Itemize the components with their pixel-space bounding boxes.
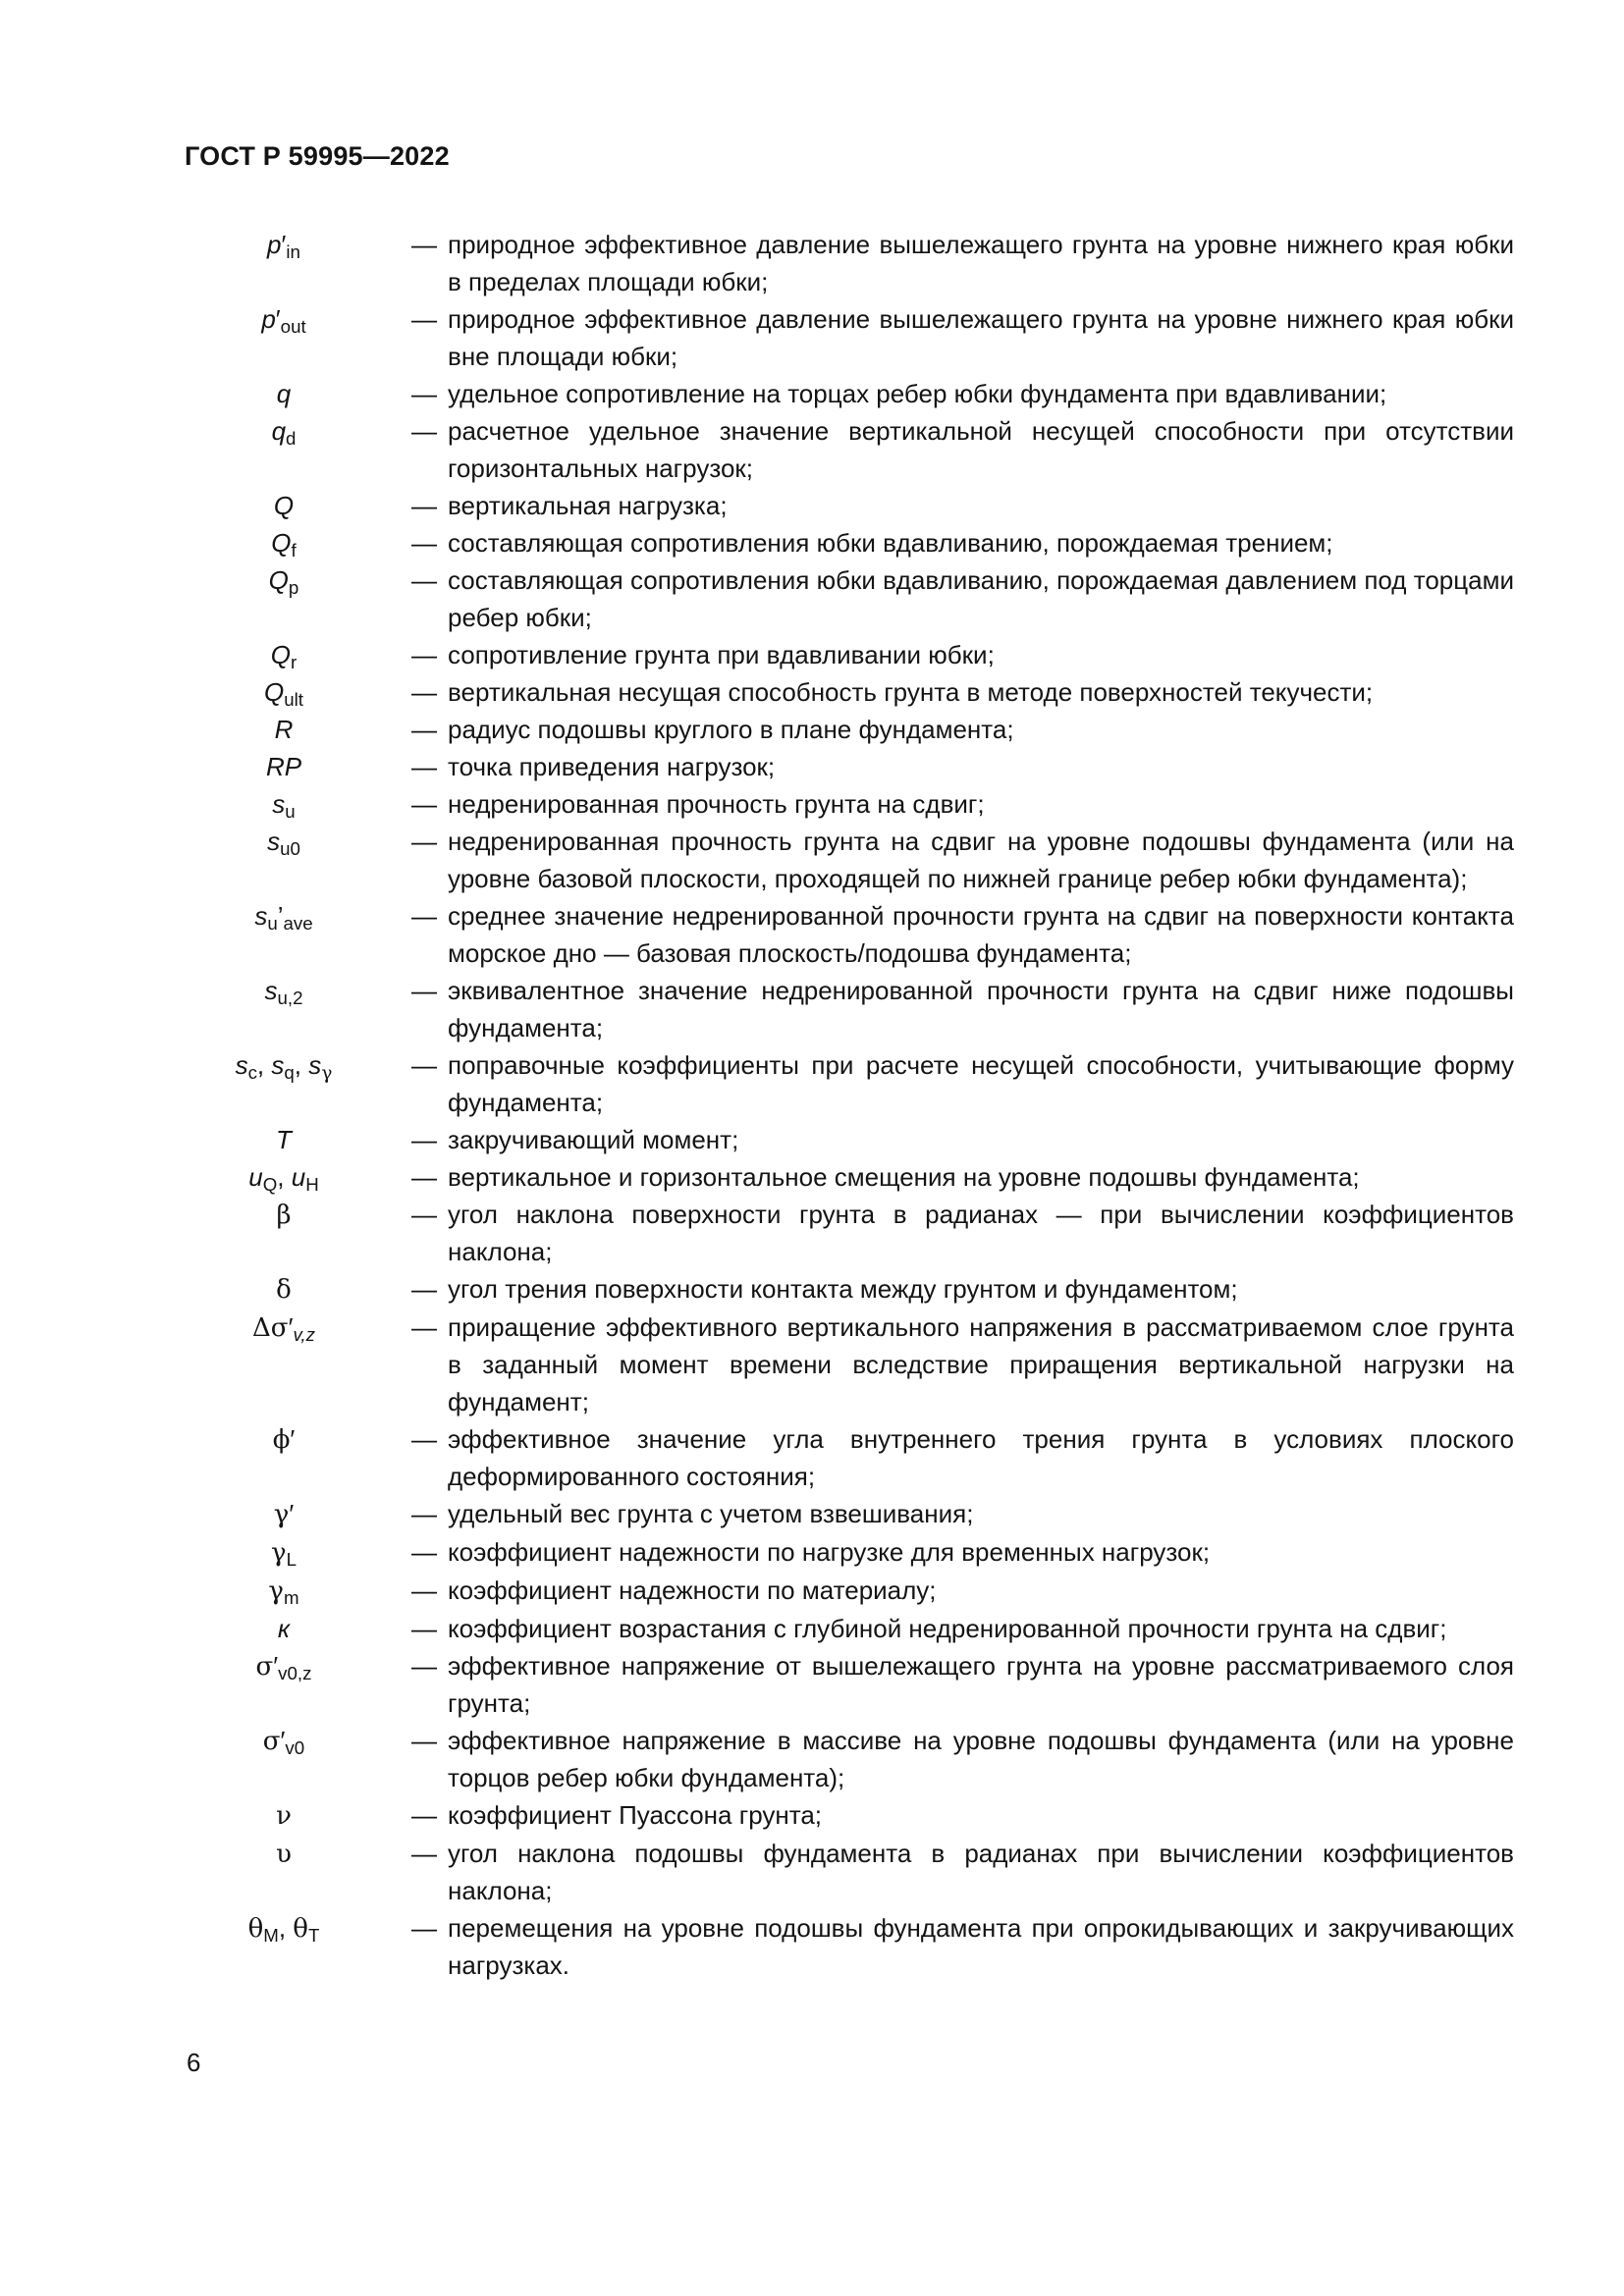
dash-separator: —: [411, 1726, 437, 1755]
glossary-entry: [167, 1158, 1514, 1196]
dash-separator: —: [411, 1125, 437, 1154]
dash-separator: —: [411, 640, 437, 669]
symbol: [167, 673, 401, 711]
symbol: [167, 561, 401, 599]
symbol-segment: d: [286, 428, 297, 450]
symbol-segment: δ: [276, 1275, 292, 1305]
symbol-segment: u: [285, 801, 296, 823]
definition-text: коэффициент надежности по нагрузке для временных нагрузок;: [448, 1537, 1211, 1567]
dash-separator: —: [411, 976, 437, 1005]
symbol-segment: q: [276, 379, 292, 408]
definition-text: поправочные коэффициенты при расчете несущей способности, учитывающие форму фундамента;: [448, 1050, 1514, 1117]
definition-text: коэффициент возрастания с глубиной недренированной прочности грунта на сдвиг;: [448, 1614, 1447, 1643]
symbol-segment: ′: [273, 1651, 279, 1681]
symbol-segment: ′: [289, 1499, 295, 1528]
definition-text: коэффициент надежности по материалу;: [448, 1575, 937, 1605]
glossary-entry: [167, 1121, 1514, 1158]
symbol-segment: ′: [275, 304, 281, 334]
symbol-segment: Q: [262, 1174, 278, 1196]
symbol-segment: Q: [264, 677, 285, 707]
dash-separator: —: [411, 1424, 437, 1454]
definition-text: эквивалентное значение недренированной прочности грунта на сдвиг ниже подошвы фундамента;: [448, 976, 1514, 1042]
symbol: [167, 1121, 401, 1158]
symbol-segment: θ: [293, 1914, 308, 1944]
dash-separator: —: [411, 1274, 437, 1304]
dash-separator: —: [411, 901, 437, 931]
dash-separator: —: [411, 715, 437, 744]
symbol-segment: Q: [271, 528, 292, 558]
definition-text: радиус подошвы круглого в плане фундамента;: [448, 715, 1014, 744]
glossary-entry: [167, 1572, 1514, 1610]
glossary-entry: [167, 561, 1514, 636]
symbol-segment: v,z: [293, 1324, 315, 1346]
symbol-segment: Q: [273, 491, 295, 520]
symbol-segment: σ: [255, 1652, 274, 1682]
definition-text: перемещения на уровне подошвы фундамента при опрокидывающих и закручивающих нагрузках.: [448, 1913, 1514, 1980]
symbol-segment: s: [267, 827, 281, 856]
dash-separator: —: [411, 1575, 437, 1605]
symbol-segment: RP: [265, 752, 302, 781]
definition-text: приращение эффективного вертикального напряжения в рассматриваемом слое грунта в заданный момент времени вследствие приращения вертикальной нагрузки на фундамент;: [448, 1312, 1514, 1416]
glossary-entry: [167, 300, 1514, 375]
glossary-entry: [167, 1647, 1514, 1722]
dash-separator: —: [411, 1537, 437, 1567]
glossary-entry: [167, 1909, 1514, 1984]
symbol: [167, 972, 401, 1009]
symbol: [167, 226, 401, 263]
symbol: [167, 375, 401, 412]
symbol-segment: ′: [281, 230, 287, 259]
dash-separator: —: [411, 416, 437, 446]
dash-separator: —: [411, 1200, 437, 1229]
symbol: [167, 1196, 401, 1234]
symbol-segment: T: [307, 1925, 320, 1947]
symbol: [167, 1046, 401, 1084]
symbol: [167, 1722, 401, 1760]
symbol-segment: p: [288, 577, 299, 599]
symbol-segment: q: [284, 1062, 295, 1084]
symbol-segment: v0,z: [278, 1663, 312, 1684]
dash-separator: —: [411, 1614, 437, 1643]
dash-separator: —: [411, 528, 437, 558]
symbol-segment: u: [291, 1162, 306, 1192]
definition-text: эффективное напряжение в массиве на уровне подошвы фундамента (или на уровне торцов ребер юбки фундамента);: [448, 1726, 1514, 1792]
glossary-entry: [167, 226, 1514, 300]
symbol-segment: u,2: [277, 988, 303, 1009]
glossary-entry: [167, 785, 1514, 823]
symbol-segment: s: [235, 1050, 248, 1080]
symbol: [167, 1533, 401, 1572]
symbol: [167, 1647, 401, 1685]
symbol-segment: out: [280, 316, 306, 338]
symbol-segment: ult: [284, 689, 303, 711]
glossary-entry: [167, 1308, 1514, 1420]
symbol: [167, 1610, 401, 1647]
definition-text: эффективное значение угла внутреннего трения грунта в условиях плоского деформированного состояния;: [448, 1424, 1514, 1491]
symbol: [167, 1495, 401, 1533]
symbol-segment: ν: [276, 1801, 292, 1831]
symbol-segment: Q: [268, 565, 289, 595]
symbol-segment: γ: [268, 1576, 284, 1606]
symbol-segment: s: [308, 1050, 322, 1080]
symbol: [167, 897, 401, 934]
definition-text: угол наклона подошвы фундамента в радианах при вычислении коэффициентов наклона;: [448, 1839, 1514, 1905]
symbol-segment: ’: [277, 901, 284, 931]
symbol-segment: L: [286, 1549, 297, 1571]
dash-separator: —: [411, 1651, 437, 1681]
definition-text: сопротивление грунта при вдавливании юбки;: [448, 640, 995, 669]
symbols-glossary-list: [167, 226, 1514, 1984]
symbol-segment: H: [305, 1174, 319, 1196]
dash-separator: —: [411, 1499, 437, 1528]
symbol-segment: ′: [280, 1726, 286, 1755]
symbol-segment: v0: [285, 1737, 305, 1759]
glossary-entry: [167, 711, 1514, 748]
definition-text: коэффициент Пуассона грунта;: [448, 1800, 823, 1830]
symbol: [167, 524, 401, 561]
symbol-segment: ,: [278, 1913, 294, 1943]
definition-text: недренированная прочность грунта на сдвиг на уровне подошвы фундамента (или на уровне базовой плоскости, проходящей по нижней границе ребер юбки фундамента);: [448, 827, 1514, 893]
symbol-segment: γ: [273, 1500, 290, 1529]
symbol: [167, 1796, 401, 1835]
symbol-segment: γ: [321, 1063, 333, 1085]
definition-text: вертикальная нагрузка;: [448, 491, 728, 520]
definition-text: угол наклона поверхности грунта в радианах — при вычислении коэффициентов наклона;: [448, 1200, 1514, 1266]
dash-separator: —: [411, 379, 437, 408]
dash-separator: —: [411, 565, 437, 595]
symbol-segment: γ: [271, 1538, 287, 1568]
glossary-entry: [167, 1046, 1514, 1121]
symbol-segment: ′: [288, 1312, 294, 1342]
glossary-entry: [167, 1610, 1514, 1647]
definition-text: удельное сопротивление на торцах ребер юбки фундамента при вдавливании;: [448, 379, 1387, 408]
definition-text: составляющая сопротивления юбки вдавливанию, порождаемая трением;: [448, 528, 1333, 558]
definition-text: вертикальная несущая способность грунта в методе поверхностей текучести;: [448, 677, 1374, 707]
glossary-entry: [167, 1420, 1514, 1495]
symbol-segment: p: [261, 304, 276, 334]
dash-separator: —: [411, 304, 437, 334]
dash-separator: —: [411, 827, 437, 856]
symbol-segment: p: [267, 230, 282, 259]
symbol-segment: ϕ: [272, 1425, 291, 1455]
dash-separator: —: [411, 1162, 437, 1192]
glossary-entry: [167, 748, 1514, 785]
dash-separator: —: [411, 789, 437, 819]
dash-separator: —: [411, 1913, 437, 1943]
glossary-entry: [167, 823, 1514, 897]
symbol: [167, 1270, 401, 1308]
symbol-segment: T: [276, 1125, 292, 1154]
symbol-segment: r: [291, 652, 298, 673]
definition-text: расчетное удельное значение вертикальной несущей способности при отсутствии горизонтальных нагрузок;: [448, 416, 1514, 483]
definition-text: природное эффективное давление вышележащего грунта на уровне нижнего края юбки вне площади юбки;: [448, 304, 1514, 371]
symbol-segment: ,: [294, 1050, 309, 1080]
symbol: [167, 412, 401, 450]
symbol-segment: β: [276, 1201, 292, 1230]
definition-text: среднее значение недренированной прочности грунта на сдвиг на поверхности контакта морское дно — базовая плоскость/подошва фундамента;: [448, 901, 1514, 968]
glossary-entry: [167, 897, 1514, 972]
symbol: [167, 1308, 401, 1347]
symbol-segment: f: [291, 540, 297, 561]
symbol-segment: σ: [262, 1727, 281, 1756]
symbol: [167, 487, 401, 524]
dash-separator: —: [411, 1312, 437, 1342]
symbol-segment: s: [254, 901, 268, 931]
definition-text: природное эффективное давление вышележащего грунта на уровне нижнего края юбки в пределах площади юбки;: [448, 230, 1514, 296]
glossary-entry: [167, 1495, 1514, 1533]
glossary-entry: [167, 524, 1514, 561]
glossary-entry: [167, 972, 1514, 1046]
dash-separator: —: [411, 1839, 437, 1868]
symbol-segment: R: [274, 715, 294, 744]
symbol-segment: M: [263, 1925, 279, 1947]
symbol-segment: c: [247, 1062, 257, 1084]
definition-text: закручивающий момент;: [448, 1125, 739, 1154]
glossary-entry: [167, 375, 1514, 412]
symbol-segment: s: [272, 789, 286, 819]
symbol-segment: in: [286, 241, 300, 263]
symbol: [167, 1572, 401, 1610]
symbol: [167, 785, 401, 823]
symbol-segment: ′: [290, 1424, 296, 1454]
symbol-segment: m: [283, 1587, 299, 1609]
symbol-segment: θ: [247, 1914, 264, 1944]
symbol: [167, 1158, 401, 1196]
symbol-segment: s: [264, 976, 278, 1005]
dash-separator: —: [411, 230, 437, 259]
glossary-entry: [167, 1835, 1514, 1909]
symbol-segment: q: [271, 416, 287, 446]
definition-text: эффективное напряжение от вышележащего грунта на уровне рассматриваемого слоя грунта;: [448, 1651, 1514, 1718]
glossary-entry: [167, 1796, 1514, 1835]
glossary-entry: [167, 1722, 1514, 1796]
glossary-entry: [167, 1533, 1514, 1572]
dash-separator: —: [411, 1800, 437, 1830]
symbol-segment: u: [267, 913, 278, 934]
document-header: ГОСТ Р 59995—2022: [185, 141, 450, 171]
definition-text: удельный вес грунта с учетом взвешивания;: [448, 1499, 974, 1528]
glossary-entry: [167, 673, 1514, 711]
symbol: [167, 300, 401, 338]
dash-separator: —: [411, 1050, 437, 1080]
symbol-segment: к: [277, 1614, 291, 1643]
definition-text: точка приведения нагрузок;: [448, 752, 776, 781]
definition-text: вертикальное и горизонтальное смещения на уровне подошвы фундамента;: [448, 1162, 1360, 1192]
symbol: [167, 1835, 401, 1873]
symbol-segment: Δσ: [252, 1313, 289, 1343]
symbol: [167, 823, 401, 860]
definition-text: составляющая сопротивления юбки вдавливанию, порождаемая давлением под торцами ребер юбки;: [448, 565, 1514, 632]
page-number: 6: [187, 2048, 201, 2077]
dash-separator: —: [411, 677, 437, 707]
symbol-segment: υ: [276, 1840, 292, 1869]
symbol: [167, 1909, 401, 1948]
glossary-entry: [167, 636, 1514, 673]
glossary-entry: [167, 1270, 1514, 1308]
symbol: [167, 711, 401, 748]
dash-separator: —: [411, 752, 437, 781]
glossary-entry: [167, 487, 1514, 524]
symbol-segment: u: [248, 1162, 263, 1192]
symbol-segment: ,: [277, 1162, 292, 1192]
symbol: [167, 1420, 401, 1459]
dash-separator: —: [411, 491, 437, 520]
symbol-segment: ,: [256, 1050, 272, 1080]
symbol-segment: u0: [280, 838, 300, 860]
definition-text: угол трения поверхности контакта между грунтом и фундаментом;: [448, 1274, 1238, 1304]
symbol: [167, 748, 401, 785]
glossary-entry: [167, 412, 1514, 487]
definition-text: недренированная прочность грунта на сдвиг;: [448, 789, 985, 819]
symbol-segment: ave: [283, 913, 313, 934]
symbol: [167, 636, 401, 673]
symbol-segment: s: [271, 1050, 285, 1080]
glossary-entry: [167, 1196, 1514, 1270]
symbol-segment: Q: [270, 640, 291, 669]
